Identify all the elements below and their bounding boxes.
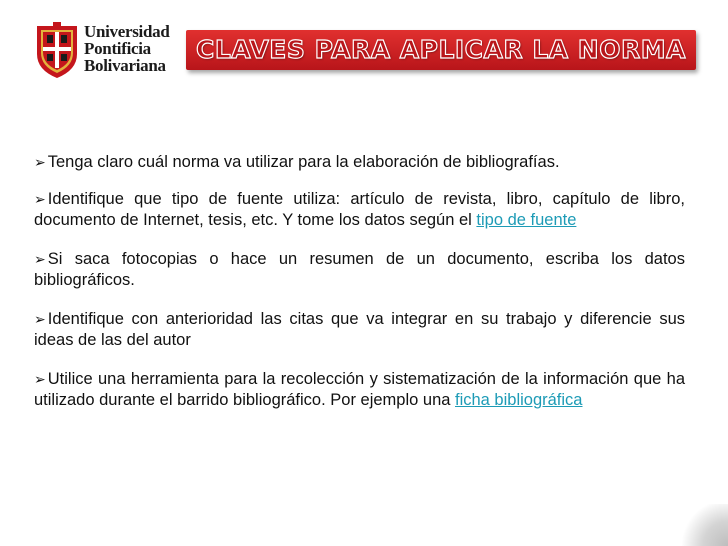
arrow-bullet-icon: ➢ — [34, 154, 46, 170]
university-logo — [34, 20, 194, 82]
list-item — [34, 369, 685, 411]
list-item — [34, 152, 685, 173]
arrow-bullet-icon: ➢ — [34, 251, 46, 267]
item-text: Identifique con anterioridad las citas que va integrar en su trabajo y diferencie sus ideas de las del autor — [34, 310, 685, 349]
content-body — [34, 152, 685, 427]
item-text: Tenga claro cuál norma va utilizar para la elaboración de bibliografías. — [47, 153, 560, 171]
tipo-de-fuente-link[interactable]: tipo de fuente — [476, 211, 577, 229]
arrow-bullet-icon: ➢ — [34, 191, 46, 207]
item-text: Identifique que tipo de fuente utiliza: artículo de revista, libro, capítulo de libro, documento de Internet, tesis, etc. Y tome los datos según el — [34, 190, 685, 229]
list-item — [34, 189, 685, 231]
logo-line-3: Bolivariana — [84, 56, 166, 75]
logo-wordmark — [84, 23, 170, 74]
ficha-bibliografica-link[interactable]: ficha bibliográfica — [455, 391, 583, 409]
decorative-corner — [682, 504, 728, 546]
shield-icon — [34, 20, 80, 80]
list-item — [34, 309, 685, 351]
logo-line-2: Pontificia — [84, 39, 151, 58]
slide-title: CLAVES PARA APLICAR LA NORMA — [196, 35, 686, 64]
item-text: Utilice una herramienta para la recolección y sistematización de la información que ha utilizado durante el barrido bibliográfico. Por ejemplo una — [34, 370, 685, 409]
arrow-bullet-icon: ➢ — [34, 371, 46, 387]
item-text: Si saca fotocopias o hace un resumen de un documento, escriba los datos bibliográficos. — [34, 250, 685, 289]
arrow-bullet-icon: ➢ — [34, 311, 46, 327]
list-item — [34, 249, 685, 291]
title-banner — [186, 30, 696, 70]
logo-line-1: Universidad — [84, 22, 170, 41]
